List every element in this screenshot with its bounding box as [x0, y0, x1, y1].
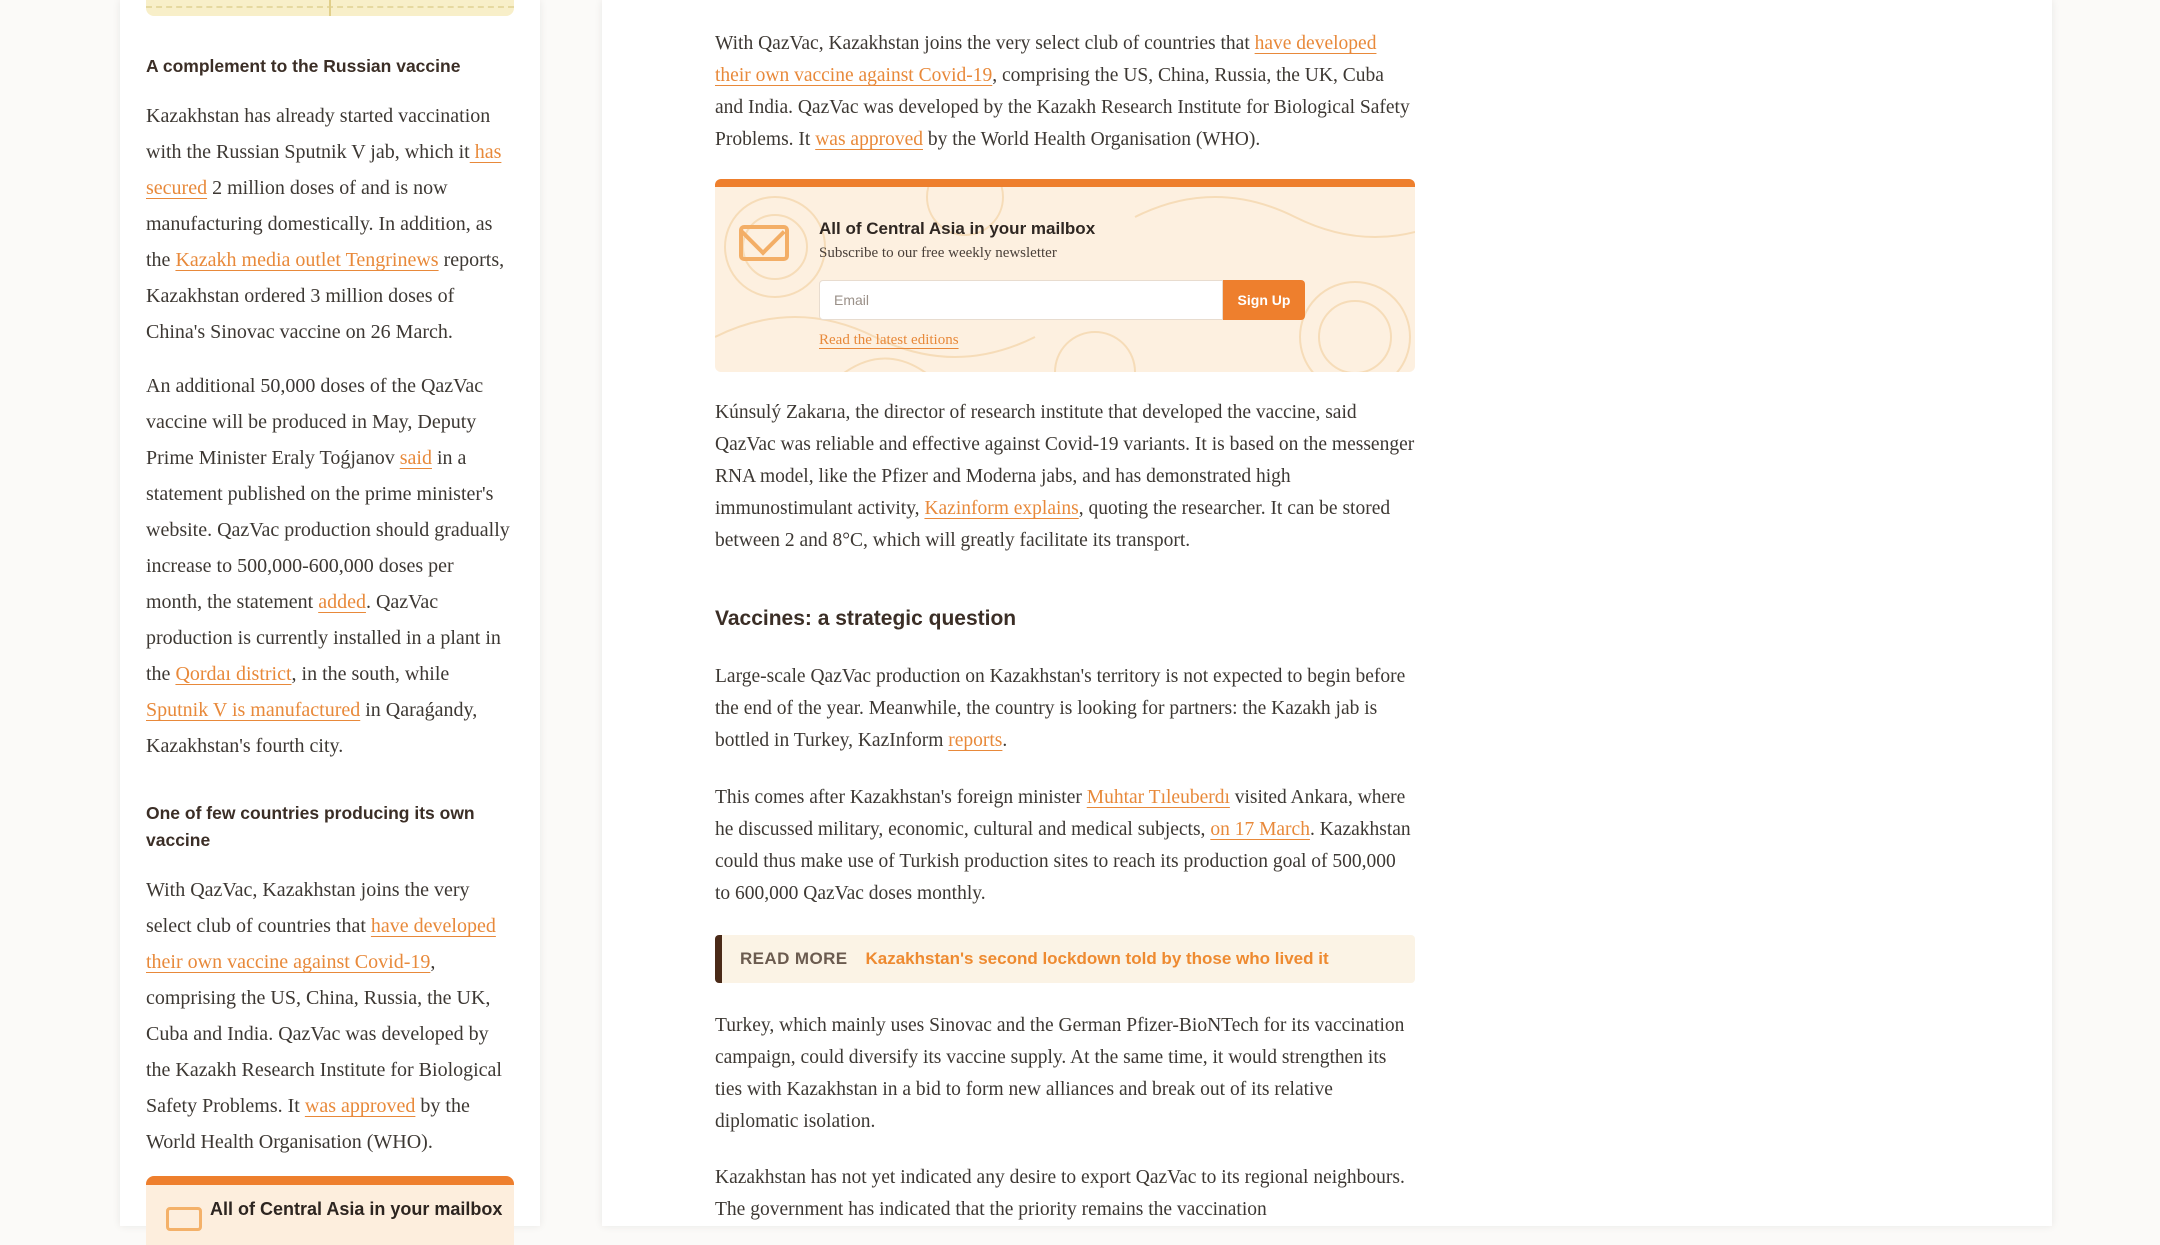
- article-link[interactable]: added: [318, 591, 366, 613]
- article-link[interactable]: was approved: [815, 129, 923, 150]
- article-link[interactable]: on 17 March: [1210, 819, 1310, 840]
- article-link[interactable]: Sputnik V is manufactured: [146, 699, 361, 721]
- newsletter-pattern-strip: [146, 0, 514, 16]
- main-article-card: [602, 0, 2052, 1226]
- sidebar-article-card: [120, 0, 540, 1226]
- article-paragraph: Kazakhstan has not yet indicated any desire to export QazVac to its regional neighbours. The government has indicated that the priority remains the vaccination: [715, 1167, 1405, 1220]
- newsletter-title: All of Central Asia in your mailbox: [819, 219, 1096, 238]
- read-more-box: [715, 935, 1415, 983]
- section-heading: A complement to the Russian vaccine: [146, 56, 461, 76]
- article-paragraph: Kazakhstan has already started vaccination with the Russian Sputnik V jab, which it has secured 2 million doses of and is now manufacturing domestically. In addition, as the Kazakh media outlet Tengrinews reports, Kazakhstan ordered 3 million doses of China's Sinovac vaccine on 26 March.: [146, 105, 505, 343]
- newsletter-subtitle: Subscribe to our free weekly newsletter: [819, 245, 1057, 261]
- newsletter-box: [146, 1176, 514, 1245]
- article-paragraph: With QazVac, Kazakhstan joins the very select club of countries that have developed their own vaccine against Covid-19, comprising the US, China, Russia, the UK, Cuba and India. QazVac was developed by the Kazakh Research Institute for Biological Safety Problems. It was approved by the World Health Organisation (WHO).: [715, 33, 1410, 150]
- sign-up-button[interactable]: Sign Up: [1223, 280, 1305, 320]
- section-heading: One of few countries producing its own vaccine: [146, 803, 475, 850]
- article-link[interactable]: reports: [948, 730, 1003, 751]
- article-paragraph: Large-scale QazVac production on Kazakhstan's territory is not expected to begin before the end of the year. Meanwhile, the country is looking for partners: the Kazakh jab is bottled in Turkey, KazInform reports.: [715, 666, 1406, 751]
- article-link[interactable]: Qordaı district: [175, 663, 292, 685]
- article-link[interactable]: Muhtar Tıleuberdı: [1086, 787, 1230, 808]
- article-link[interactable]: said: [399, 447, 432, 469]
- article-link[interactable]: Kazakh media outlet Tengrinews: [175, 249, 439, 271]
- article-paragraph: With QazVac, Kazakhstan joins the very select club of countries that have developed their own vaccine against Covid-19, comprising the US, China, Russia, the UK, Cuba and India. QazVac was developed by the Kazakh Research Institute for Biological Safety Problems. It was approved by the World Health Organisation (WHO).: [146, 879, 502, 1153]
- article-link[interactable]: has secured: [146, 141, 502, 199]
- article-link[interactable]: have developed their own vaccine against Covid-19: [715, 33, 1377, 86]
- newsletter-title: All of Central Asia in your mailbox: [210, 1199, 503, 1219]
- envelope-icon: [739, 225, 789, 261]
- article-paragraph: Kúnsulý Zakarıa, the director of research institute that developed the vaccine, said QazVac was reliable and effective against Covid-19 variants. It is based on the messenger RNA model, like the Pfizer and Moderna jabs, and has demonstrated high immunostimulant activity, Kazinform explains, quoting the researcher. It can be stored between 2 and 8°C, which will greatly facilitate its transport.: [715, 402, 1415, 551]
- read-latest-editions-link[interactable]: Read the latest editions: [819, 332, 959, 348]
- newsletter-box: [715, 179, 1415, 372]
- envelope-icon: [166, 1207, 202, 1231]
- article-paragraph: Turkey, which mainly uses Sinovac and the German Pfizer-BioNTech for its vaccination campaign, could diversify its vaccine supply. At the same time, it would strengthen its ties with Kazakhstan in a bid to form new alliances and break out of its relative diplomatic isolation.: [715, 1015, 1405, 1132]
- email-input[interactable]: [819, 280, 1223, 320]
- section-heading: Vaccines: a strategic question: [715, 607, 1017, 630]
- article-link[interactable]: have developed their own vaccine against Covid-19: [146, 915, 496, 973]
- article-paragraph: An additional 50,000 doses of the QazVac vaccine will be produced in May, Deputy Prime Minister Eraly Toǵjanov said in a statement published on the prime minister's website. QazVac production should gradually increase to 500,000-600,000 doses per month, the statement added. QazVac production is currently installed in a plant in the Qordaı district, in the south, while Sputnik V is manufactured in Qaraǵandy, Kazakhstan's fourth city.: [146, 375, 510, 757]
- article-paragraph: This comes after Kazakhstan's foreign minister Muhtar Tıleuberdı visited Ankara, where he discussed military, economic, cultural and medical subjects, on 17 March. Kazakhstan could thus make use of Turkish production sites to reach its production goal of 500,000 to 600,000 QazVac doses monthly.: [715, 787, 1411, 904]
- article-link[interactable]: Kazinform explains: [924, 498, 1079, 519]
- read-more-link[interactable]: Kazakhstan's second lockdown told by those who lived it: [865, 949, 1329, 968]
- article-link[interactable]: was approved: [304, 1095, 416, 1117]
- read-more-label: READ MORE: [740, 949, 848, 968]
